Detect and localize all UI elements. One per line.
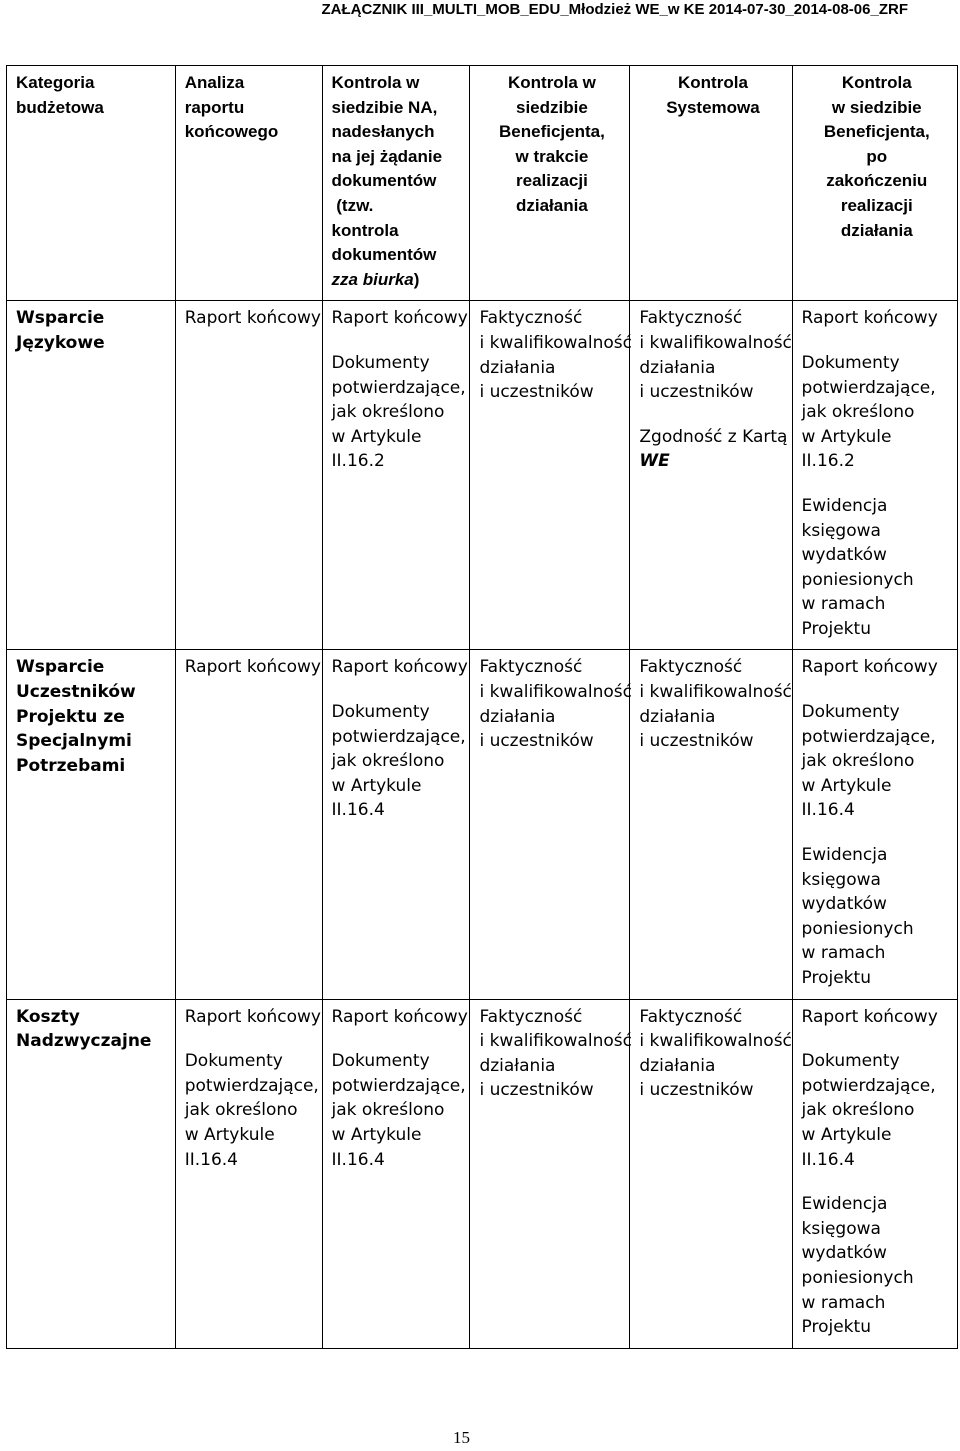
cell-line: Faktyczność [639,1006,743,1027]
cell-paragraph [639,425,786,474]
header-on-the-spot-after: Kontrola w siedzibie Beneficjenta, po zakończeniu realizacji działania [792,66,957,301]
cell-line: jak określono [801,402,915,423]
cell-line: w Artykule [801,775,892,796]
cell-paragraph [331,655,468,680]
cell-line: jak określono [331,751,445,772]
cell-line: i uczestników [639,382,754,403]
cell-line: jak określono [801,751,915,772]
cell-line: potwierdzające, [331,1075,466,1096]
cell-final-report-analysis [175,301,322,650]
cell-on-the-spot-after [792,999,957,1348]
cell-line: potwierdzające, [801,726,936,747]
cell-line: Raport końcowy [184,1006,321,1027]
cell-paragraph [331,306,468,331]
cell-line: jak określono [801,1100,915,1121]
cell-line: działania [639,357,716,378]
cell-line: Dokumenty [184,1051,283,1072]
cell-line: i uczestników [479,382,594,403]
cell-line: Faktyczność [639,657,743,678]
cell-line: i kwalifikowalność [479,332,632,353]
cell-line: poniesionych [801,918,914,939]
cell-line: II.16.4 [801,800,855,821]
cell-paragraph [332,1049,465,1172]
cell-paragraph [331,1005,468,1030]
cell-line: księgowa [801,520,881,541]
cell-line: w ramach [801,1292,886,1313]
cell-paragraph [802,655,952,680]
cell-on-the-spot-after [792,301,957,650]
cell-line: wydatków [801,545,887,566]
cell-line: poniesionych [801,1267,914,1288]
cell-line: Raport końcowy [331,1006,468,1027]
category-line: Uczestników [16,682,136,703]
cell-line: jak określono [331,402,445,423]
cell-line: potwierdzające, [331,377,466,398]
cell-line: wydatków [801,894,887,915]
cell-paragraph [802,351,952,474]
category-line: Wsparcie [16,308,105,329]
cell-line: wydatków [801,1243,887,1264]
cell-line: Faktyczność [479,308,583,329]
cell-line: Raport końcowy [801,1006,938,1027]
cell-system-check [630,650,792,999]
cell-line: Ewidencja [801,1194,888,1215]
cell-line: potwierdzające, [331,726,466,747]
cell-paragraph [479,306,632,404]
cell-line: i kwalifikowalność [639,682,792,703]
cell-line: działania [639,706,716,727]
cell-line: jak określono [331,1100,445,1121]
cell-paragraph [802,1049,952,1172]
cell-on-the-spot-during [470,999,630,1348]
category-line: Wsparcie [16,657,105,678]
cell-line: II.16.2 [801,451,855,472]
row-category [7,650,176,999]
cell-line: Faktyczność [639,308,743,329]
cell-line: Dokumenty [331,702,430,723]
cell-paragraph [802,700,952,823]
cell-line: działania [479,357,556,378]
category-line: Specjalnymi [16,731,132,752]
cell-system-check [630,999,792,1348]
cell-line: działania [479,1055,556,1076]
cell-desk-check [322,650,470,999]
cell-paragraph [479,1005,632,1103]
cell-line: w Artykule [801,1124,892,1145]
cell-line: w Artykule [331,775,422,796]
table-header-row [7,66,958,301]
cell-paragraph [639,1005,792,1103]
cell-line: Ewidencja [801,495,888,516]
cell-desk-check [322,301,470,650]
cell-line: II.16.2 [331,451,385,472]
header-final-report-analysis: Analiza raportu końcowego [175,66,322,301]
cell-paragraph [479,655,632,753]
charter-we-label: WE [639,451,670,472]
cell-line: w ramach [801,943,886,964]
cell-line: Zgodność z Kartą [639,426,788,447]
cell-paragraph [639,655,792,753]
cell-paragraph [802,1192,952,1340]
table-row [7,999,958,1348]
cell-system-check [630,301,792,650]
cell-paragraph [184,306,321,331]
row-category [7,301,176,650]
cell-paragraph [802,494,952,642]
cell-line: księgowa [801,1218,881,1239]
cell-line: II.16.4 [801,1149,855,1170]
cell-line: Projektu [801,1317,871,1338]
cell-paragraph [332,700,465,823]
cell-line: potwierdzające, [801,377,936,398]
cell-line: działania [479,706,556,727]
cell-line: Dokumenty [801,352,900,373]
document-header: ZAŁĄCZNIK III_MULTI_MOB_EDU_Młodzież WE_w KE 2014-07-30_2014-08-06_ZRF [321,1,908,18]
cell-line: Raport końcowy [801,657,938,678]
cell-line: Raport końcowy [184,308,321,329]
row-category [7,999,176,1348]
cell-on-the-spot-after [792,650,957,999]
cell-on-the-spot-during [470,650,630,999]
header-system-check: Kontrola Systemowa [630,66,792,301]
cell-line: Ewidencja [801,845,888,866]
cell-desk-check [322,999,470,1348]
cell-line: i uczestników [479,1080,594,1101]
category-line: Projektu ze [16,706,125,727]
cell-line: i uczestników [639,731,754,752]
cell-line: Dokumenty [801,1051,900,1072]
category-line: Nadzwyczajne [16,1031,152,1052]
category-line: Potrzebami [16,755,126,776]
cell-line: Faktyczność [479,1006,583,1027]
cell-line: II.16.4 [184,1149,239,1170]
header-on-the-spot-during: Kontrola w siedzibie Beneficjenta, w trakcie realizacji działania [470,66,630,301]
cell-line: w Artykule [801,426,892,447]
cell-line: II.16.4 [331,1149,385,1170]
cell-line: Dokumenty [331,352,430,373]
budget-control-table [6,65,958,1349]
cell-line: potwierdzające, [184,1075,319,1096]
cell-paragraph [332,351,465,474]
cell-paragraph [802,843,952,991]
cell-line: i kwalifikowalność [479,682,632,703]
cell-line: i kwalifikowalność [479,1031,632,1052]
cell-paragraph [639,306,792,404]
category-line: Językowe [16,332,105,353]
cell-line: potwierdzające, [801,1075,936,1096]
cell-line: Dokumenty [801,702,900,723]
cell-line: Faktyczność [479,657,583,678]
cell-line: Dokumenty [331,1051,430,1072]
cell-line: i kwalifikowalność [639,332,792,353]
cell-line: i kwalifikowalność [639,1031,792,1052]
cell-line: Raport końcowy [801,308,938,329]
cell-line: i uczestników [639,1080,754,1101]
cell-line: Projektu [801,968,871,988]
table-row [7,301,958,650]
cell-line: i uczestników [479,731,594,752]
page-number: 15 [453,1428,470,1447]
cell-line: Raport końcowy [184,657,321,678]
cell-line: Projektu [801,618,871,639]
category-line: Koszty [16,1006,80,1027]
cell-on-the-spot-during [470,301,630,650]
table-row [7,650,958,999]
cell-paragraph [802,306,952,331]
cell-paragraph [184,1005,321,1030]
cell-line: poniesionych [801,569,914,590]
cell-line: w ramach [801,594,886,615]
cell-line: w Artykule [331,426,422,447]
cell-line: w Artykule [184,1124,275,1145]
cell-line: II.16.4 [331,800,385,821]
cell-paragraph [185,1049,317,1172]
cell-paragraph [802,1005,952,1030]
cell-line: Raport końcowy [331,657,468,678]
cell-paragraph [184,655,321,680]
cell-line: księgowa [801,869,881,890]
cell-line: jak określono [184,1100,298,1121]
cell-final-report-analysis [175,999,322,1348]
cell-line: w Artykule [331,1124,422,1145]
header-desk-check: Kontrola w siedzibie NA, nadesłanych na jej żądanie dokumentów (tzw. kontrola dokumentów zza biurka) [322,66,470,301]
cell-line: działania [639,1055,716,1076]
cell-line: Raport końcowy [331,308,468,329]
cell-final-report-analysis [175,650,322,999]
header-budget-category: Kategoria budżetowa [7,66,176,301]
